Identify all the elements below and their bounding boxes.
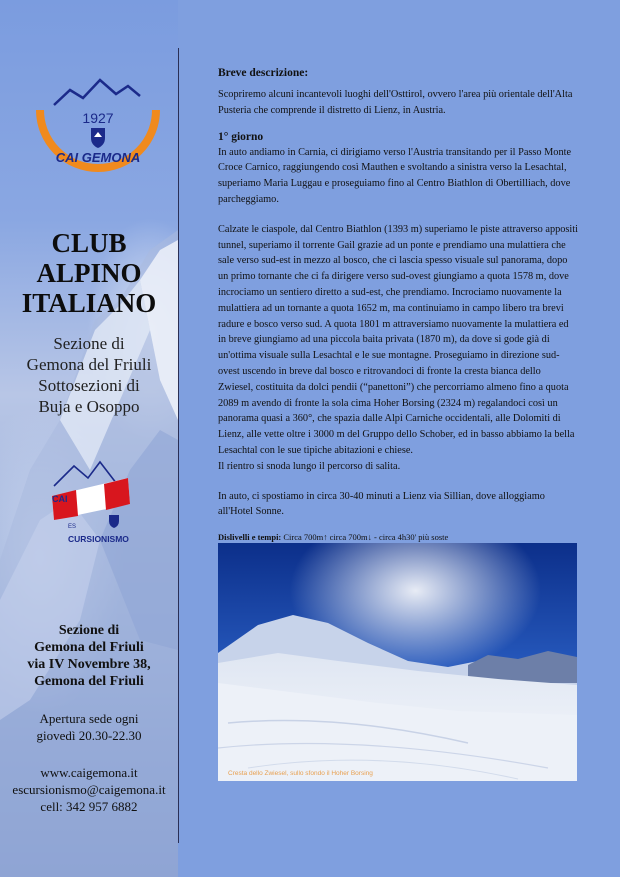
cai-label: CAI bbox=[52, 494, 68, 504]
dislivelli-tempi bbox=[218, 531, 578, 543]
times-value: Circa 700m↑ circa 700m↓ - circa 4h30' più soste bbox=[281, 532, 449, 543]
contacts bbox=[0, 764, 178, 815]
snow-ridge-photo bbox=[218, 543, 577, 781]
breve-text: Scopriremo alcuni incantevoli luoghi dell'Osttirol, ovvero l'area più orientale dell'Alta Pusteria che comprende il distretto di Lienz, in Austria. bbox=[218, 89, 573, 116]
logo-ring-text: CAI GEMONA bbox=[55, 150, 141, 165]
giorno-title: 1° giorno bbox=[218, 130, 264, 143]
photo-caption: Cresta dello Zwiesel, sullo sfondo il Hoher Borsing bbox=[228, 770, 373, 777]
cai-gemona-logo bbox=[28, 50, 168, 180]
vertical-divider bbox=[178, 48, 179, 843]
paragraph-1: In auto andiamo in Carnia, ci dirigiamo verso l'Austria transitando per il Passo Monte Croce Carnico, raggiungendo così Mauthen e svoltando a sinistra verso la Lesachtal, superiamo Maria Luggau e proseguiamo fino al Centro Biathlon di Obertilliach, dove parcheggiamo. bbox=[218, 146, 572, 205]
club-name: CLUB ALPINO ITALIANO bbox=[21, 228, 157, 318]
paragraph-3: In auto, ci spostiamo in circa 30-40 minuti a Lienz via Sillian, dove alloggiamo all'Hotel Sonne. bbox=[218, 490, 545, 518]
cursionismo-label: CURSIONISMO bbox=[68, 534, 129, 544]
times-label: Dislivelli e tempi: bbox=[218, 532, 282, 543]
phone-number: cell: 342 957 6882 bbox=[40, 799, 138, 814]
opening-hours: Apertura sede ogni giovedì 20.30-22.30 bbox=[36, 711, 142, 743]
logo-year: 1927 bbox=[82, 110, 114, 126]
sidebar bbox=[0, 0, 178, 877]
cai-escursionismo-logo bbox=[48, 458, 133, 550]
paragraph-2b: Il rientro si snoda lungo il percorso di salita. bbox=[218, 460, 401, 472]
address: Sezione di Gemona del Friuli via IV Novembre 38, Gemona del Friuli bbox=[27, 623, 151, 689]
website-link[interactable]: www.caigemona.it bbox=[40, 765, 138, 780]
email-link[interactable]: escursionismo@caigemona.it bbox=[12, 782, 166, 797]
sezione-info: Sezione di Gemona del Friuli Sottosezioni di Buja e Osoppo bbox=[26, 334, 152, 416]
es-label: ES bbox=[68, 524, 77, 530]
breve-title: Breve descrizione: bbox=[218, 67, 309, 79]
description-content bbox=[218, 65, 578, 543]
paragraph-2: Calzate le ciaspole, dal Centro Biathlon (1393 m) superiamo le piste attraverso appositi tunnel, superiamo il torrente Gail grazie ad un ponte e prendiamo una mulattiera che sale verso sud-est in mezzo al bosco, che ci lascia spesso visuale sul panorama, dopo un primo tornante che ci fa dirigere verso sud-ovest giungiamo a quota 1578 m, dove incrociamo un sentiero diretto a sud-est, che prendiamo. Incrociamo nuovamente la mulattiera ad un tornante a quota 1652 m, ma continuiamo in campo libero tra brevi radure e bosco verso sud. A quota 1801 m attraversiamo nuovamente la mulattiera ed in breve giungiamo ad una piccola baita privata (1870 m), da dove si gode già di un'ottima visuale sulla Lesachtal e le sue montagne. Proseguiamo in direzione sud-ovest uscendo in breve dal bosco e ritrovandoci di fronte la cresta bianca dello Zwiesel, costituita da dolci pendii (“panettoni”) che percorriamo almeno fino a quota 2089 m avendo di fronte la sola cima Hoher Borsing (2324 m) regalandoci così un panorama quasi a 360°, che spazia dalle Alpi Carniche occidentali, alle Dolomiti di Lienz, alle vette oltre i 3000 m del Gruppo dello Schober, ed in basso abbiamo la bella Lesachtal con le sue tipiche abitazioni e chiese. bbox=[218, 223, 579, 456]
